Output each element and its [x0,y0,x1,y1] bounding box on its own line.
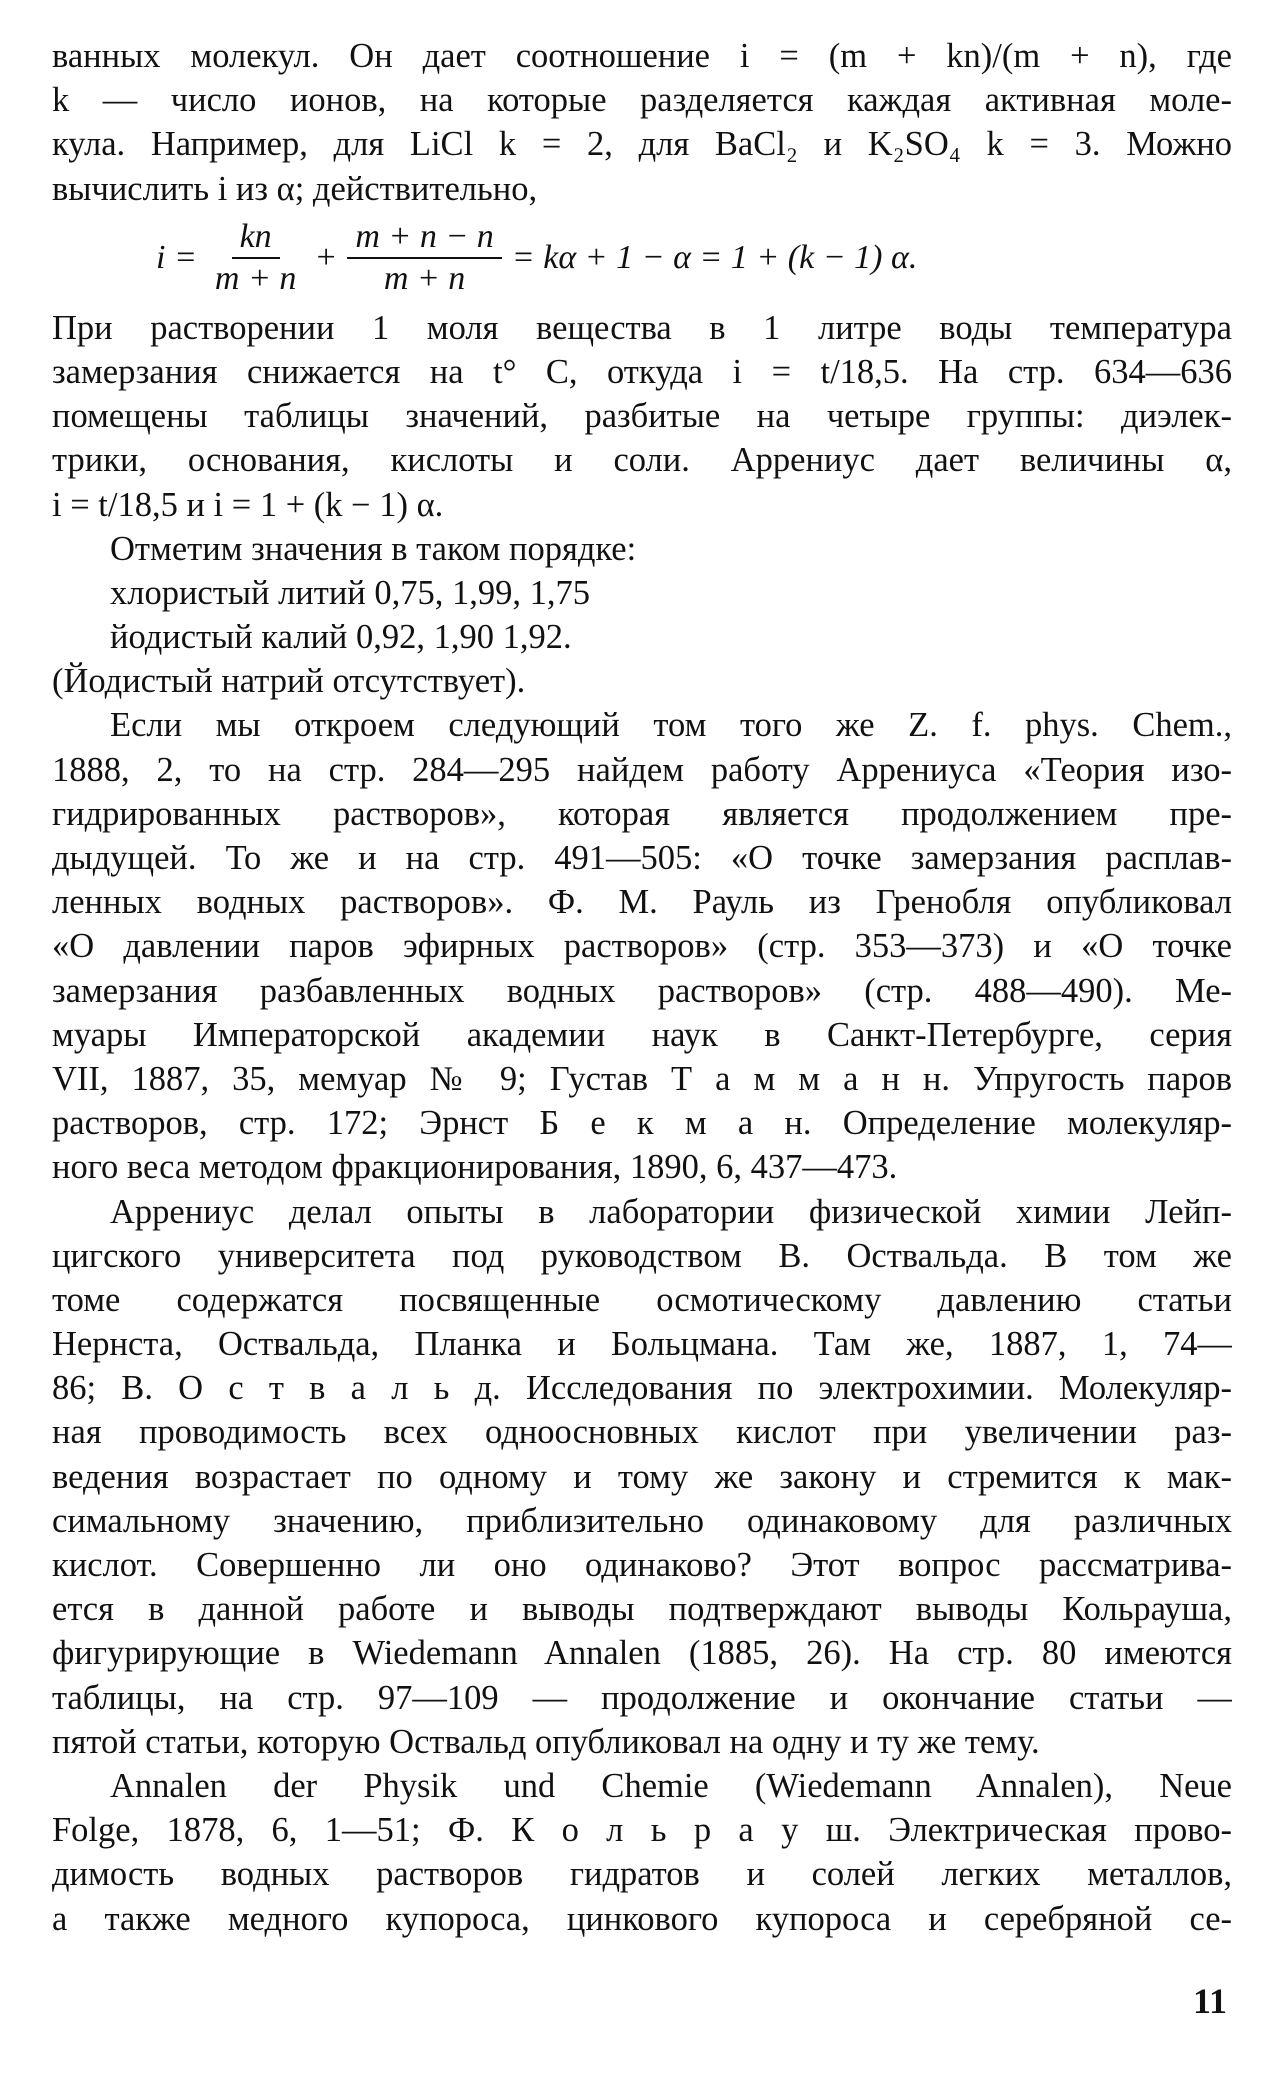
text-line: При растворении 1 моля вещества в 1 литре воды температура [52,308,1232,347]
text-line: таблицы, на стр. 97—109 — продолжение и окончание статьи — [52,1678,1232,1717]
text-line: ная проводимость всех одноосновных кислот при увеличении раз- [52,1413,1232,1452]
formula-rhs: = kα + 1 − α = 1 + (k − 1) α. [511,239,918,277]
fraction-numerator: m + n − n [347,217,501,259]
text-line: 1888, 2, то на стр. 284—295 найдем работу Аррениуса «Теория изо- [52,750,1232,789]
formula-fraction-2 [347,217,501,299]
text-line: замерзания разбавленных водных растворов» (стр. 488—490). Ме- [52,971,1232,1010]
text-line: фигурирующие в Wiedemann Annalen (1885, 26). На стр. 80 имеются [52,1634,1232,1673]
text-line: ванных молекул. Он дает соотношение i = (m + kn)/(m + n), где [52,37,1232,75]
text-line: гидрированных растворов», которая является продолжением пре- [52,794,1232,833]
text-line: k — число ионов, на которые разделяется каждая активная моле- [52,81,1232,120]
text-line: 86; В. О с т в а л ь д. Исследования по электрохимии. Молекуляр- [52,1369,1232,1408]
formula-plus: + [314,239,338,277]
text-line: Если мы откроем следующий том того же Z. f. phys. Chem., [110,706,1232,745]
formula-fraction-1 [207,217,305,299]
text-line: ленных водных растворов». Ф. М. Рауль из Гренобля опубликовал [52,883,1232,922]
text-line: цигского университета под руководством В. Оствальда. В том же [52,1236,1232,1275]
text-line: ного веса методом фракционирования, 1890, 6, 437—473. [52,1148,898,1187]
page-body [52,34,1232,1941]
text-line: Folge, 1878, 6, 1—51; Ф. К о л ь р а у ш. Электрическая прово- [52,1811,1232,1850]
text-line: симальному значению, приблизительно одинаковому для различных [52,1501,1232,1540]
text-line: «О давлении паров эфирных растворов» (стр. 353—373) и «О точке [52,927,1232,966]
text-line: трики, основания, кислоты и соли. Аррениус дает величины α, [52,441,1232,480]
text-line: кислот. Совершенно ли оно одинаково? Этот вопрос рассматрива- [52,1546,1232,1584]
text-line: томе содержатся посвященные осмотическому давлению статьи [52,1280,1232,1319]
text-line: растворов, стр. 172; Эрнст Б е к м а н. Определение молекуляр- [52,1104,1232,1143]
text-line: i = t/18,5 и i = 1 + (k − 1) α. [52,485,444,524]
text-line: Аррениус делал опыты в лаборатории физической химии Лейп- [110,1192,1232,1231]
values-intro: Отметим значения в таком порядке: [110,529,637,568]
text-line: кула. Например, для LiCl k = 2, для BaCl₂ и K₂SO₄ k = 3. Можно [52,125,1232,164]
values-row: хлористый литий 0,75, 1,99, 1,75 [110,573,591,612]
text-line: Annalen der Physik und Chemie (Wiedemann Annalen), Neue [110,1766,1232,1805]
text-line: замерзания снижается на t° С, откуда i = t/18,5. На стр. 634—636 [52,352,1232,391]
fraction-numerator: kn [232,217,280,259]
fraction-denominator: m + n [383,260,466,298]
text-line: димость водных растворов гидратов и солей легких металлов, [52,1855,1232,1894]
text-line: Нернста, Оствальда, Планка и Больцмана. Там же, 1887, 1, 74— [52,1325,1232,1364]
values-row: йодистый калий 0,92, 1,90 1,92. [110,618,572,657]
text-line: ется в данной работе и выводы подтверждают выводы Кольрауша, [52,1590,1232,1629]
text-line: муары Императорской академии наук в Санкт-Петербурге, серия [52,1015,1232,1054]
page-number: 11 [1192,1981,1227,2021]
text-line: помещены таблицы значений, разбитые на четыре группы: диэлек- [52,397,1232,436]
fraction-denominator: m + n [214,260,297,298]
values-note: (Йодистый натрий отсутствует). [52,662,526,701]
text-line: ведения возрастает по одному и тому же закону и стремится к мак- [52,1457,1232,1496]
text-line: дыдущей. То же и на стр. 491—505: «О точке замерзания расплав- [52,839,1232,877]
text-line: а также медного купороса, цинкового купороса и серебряной се- [52,1899,1232,1938]
formula [52,211,1232,306]
formula-lhs: i = [156,239,197,277]
text-line: VII, 1887, 35, мемуар № 9; Густав Т а м м а н н. Упругость паров [52,1059,1232,1098]
text-line: пятой статьи, которую Оствальд опубликовал на одну и ту же тему. [52,1722,1040,1761]
text-line: вычислить i из α; действительно, [52,169,538,208]
